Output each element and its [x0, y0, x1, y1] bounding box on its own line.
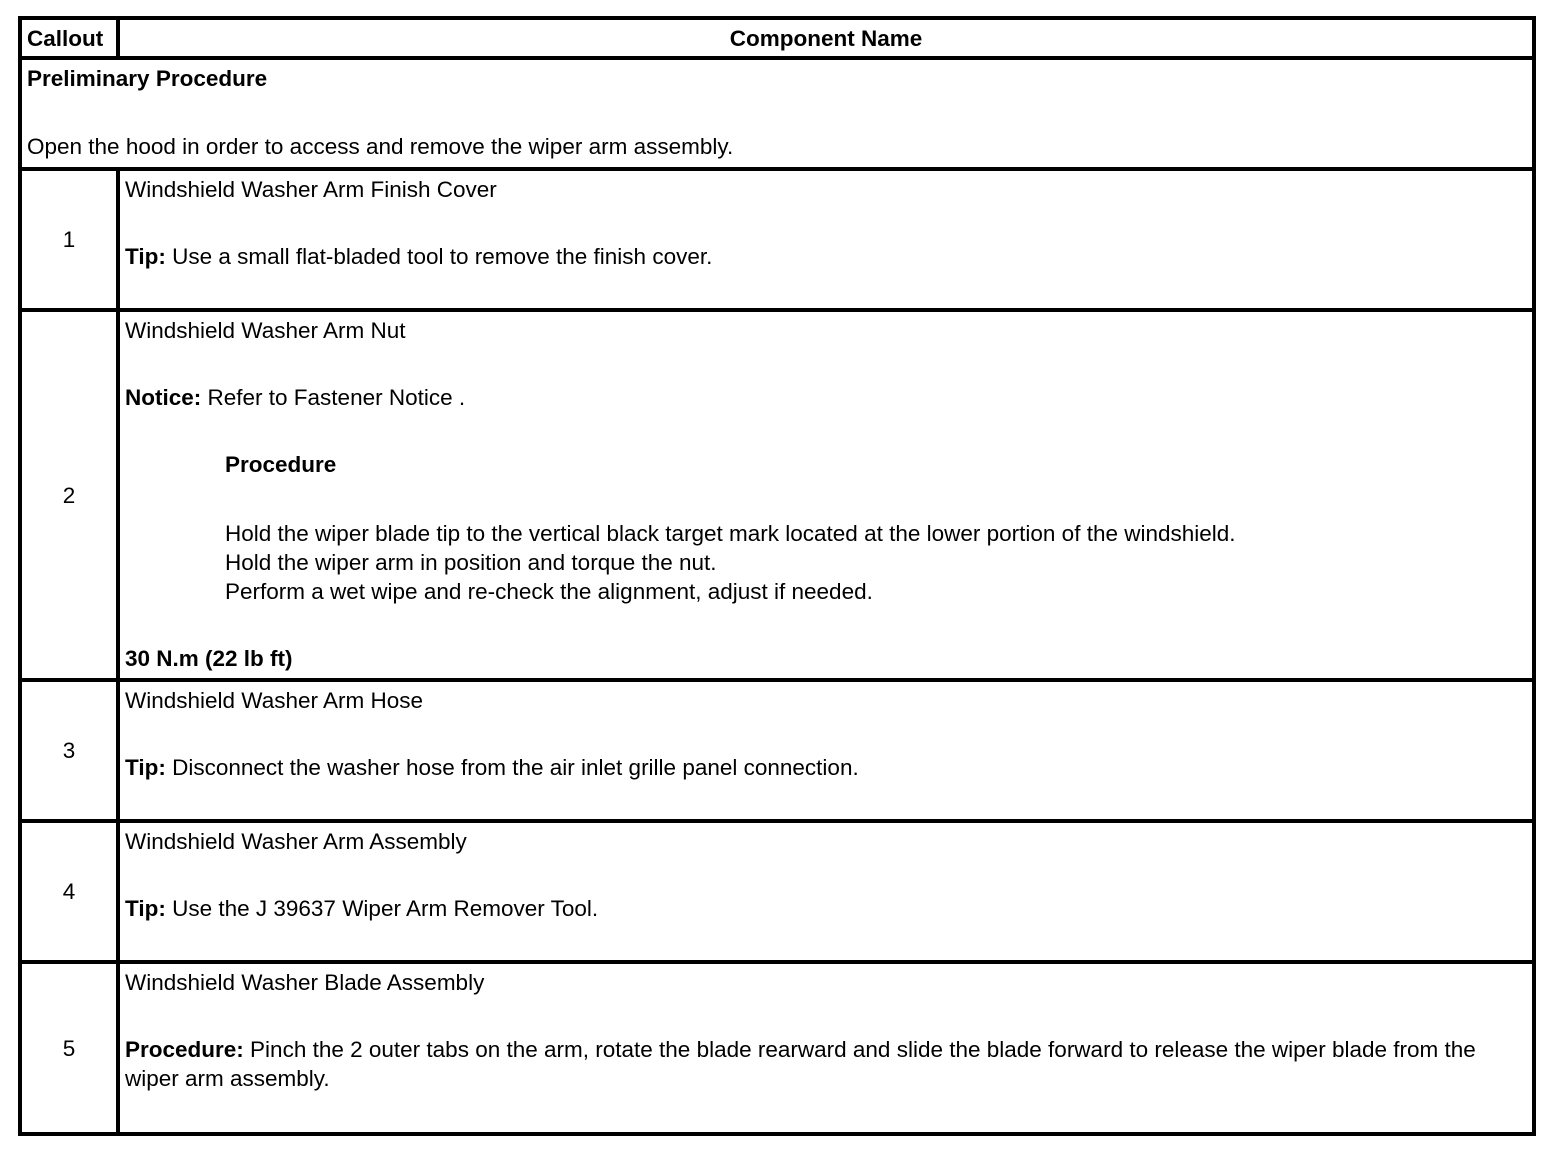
preliminary-procedure-title: Preliminary Procedure	[27, 66, 268, 91]
component-note	[125, 242, 1527, 271]
table-row	[20, 169, 1534, 310]
preliminary-procedure-row	[20, 58, 1534, 169]
note-label: Notice:	[125, 385, 202, 410]
table-row	[20, 962, 1534, 1134]
procedure-step: Hold the wiper blade tip to the vertical black target mark located at the lower portion of the windshield.	[225, 521, 1236, 546]
component-name: Windshield Washer Arm Nut	[125, 318, 406, 343]
procedure-step: Hold the wiper arm in position and torque the nut.	[225, 550, 717, 575]
component-cell	[118, 821, 1534, 962]
component-note	[125, 383, 1527, 412]
note-label: Procedure:	[125, 1037, 244, 1062]
table-row	[20, 821, 1534, 962]
table-row	[20, 680, 1534, 821]
table-header-row	[20, 18, 1534, 58]
component-cell	[118, 310, 1534, 680]
component-note	[125, 1035, 1527, 1093]
component-note	[125, 894, 1527, 923]
component-name: Windshield Washer Arm Hose	[125, 688, 424, 713]
note-text: Disconnect the washer hose from the air inlet grille panel connection.	[165, 755, 859, 780]
callout-column-header: Callout	[20, 18, 118, 58]
component-note	[125, 753, 1527, 782]
procedure-step: Perform a wet wipe and re-check the alignment, adjust if needed.	[225, 579, 873, 604]
component-table	[18, 16, 1536, 1136]
component-cell	[118, 169, 1534, 310]
callout-number: 4	[20, 821, 118, 962]
component-name: Windshield Washer Arm Finish Cover	[125, 177, 497, 202]
note-text: Pinch the 2 outer tabs on the arm, rotate the blade rearward and slide the blade forward to release the wiper blade from the wiper arm assembly.	[125, 1037, 1476, 1091]
component-cell	[118, 962, 1534, 1134]
callout-number: 3	[20, 680, 118, 821]
note-text: Use the J 39637 Wiper Arm Remover Tool.	[165, 896, 599, 921]
component-name-column-header: Component Name	[118, 18, 1534, 58]
procedure-title: Procedure	[225, 452, 337, 477]
note-label: Tip:	[125, 244, 166, 269]
component-name: Windshield Washer Arm Assembly	[125, 829, 467, 854]
callout-number: 5	[20, 962, 118, 1134]
table-row	[20, 310, 1534, 680]
note-text: Use a small flat-bladed tool to remove the finish cover.	[165, 244, 713, 269]
component-cell	[118, 680, 1534, 821]
note-text: Refer to Fastener Notice .	[201, 385, 466, 410]
preliminary-procedure-cell	[20, 58, 1534, 169]
torque-spec: 30 N.m (22 lb ft)	[125, 646, 293, 671]
callout-number: 2	[20, 310, 118, 680]
callout-number: 1	[20, 169, 118, 310]
component-name: Windshield Washer Blade Assembly	[125, 970, 485, 995]
note-label: Tip:	[125, 896, 166, 921]
preliminary-procedure-text: Open the hood in order to access and remove the wiper arm assembly.	[27, 134, 734, 159]
note-label: Tip:	[125, 755, 166, 780]
